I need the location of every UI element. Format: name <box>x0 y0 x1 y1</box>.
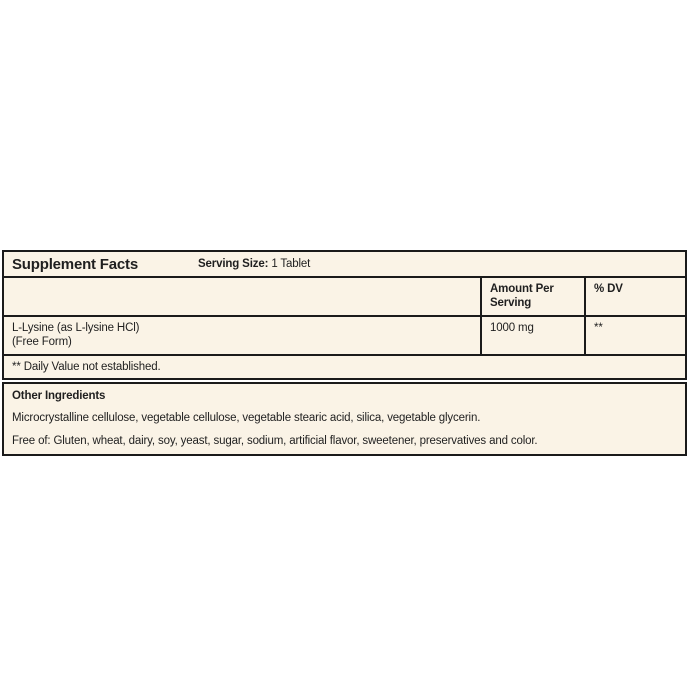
other-ingredients-panel <box>2 382 687 456</box>
daily-value-footnote: ** Daily Value not established. <box>12 360 161 373</box>
supplement-facts-panel <box>2 250 687 380</box>
header-nutrient-cell <box>4 278 480 315</box>
table-row <box>4 317 685 356</box>
title-row <box>4 252 685 278</box>
nutrient-percent-dv-cell: ** <box>584 317 685 354</box>
nutrient-name-cell <box>4 317 480 354</box>
other-ingredients-heading: Other Ingredients <box>12 389 106 402</box>
nutrient-name-line1: L-Lysine (as L-lysine HCl) <box>12 322 140 334</box>
header-percent-dv-cell: % DV <box>584 278 685 315</box>
nutrient-name-line2: (Free Form) <box>12 336 72 349</box>
table-header-row <box>4 278 685 317</box>
header-amount-per-serving-cell: Amount Per Serving <box>480 278 584 315</box>
serving-size-value: 1 Tablet <box>271 258 311 270</box>
supplement-facts-label <box>2 250 687 456</box>
nutrient-amount-cell: 1000 mg <box>480 317 584 354</box>
serving-size-label: Serving Size: <box>198 258 269 270</box>
panel-title: Supplement Facts <box>12 256 138 273</box>
other-ingredients-list: Microcrystalline cellulose, vegetable cellulose, vegetable stearic acid, silica, vegetable glycerin. <box>12 411 481 424</box>
serving-size <box>198 258 310 270</box>
free-of-statement: Free of: Gluten, wheat, dairy, soy, yeast, sugar, sodium, artificial flavor, sweetener, preservatives and color. <box>12 435 538 448</box>
